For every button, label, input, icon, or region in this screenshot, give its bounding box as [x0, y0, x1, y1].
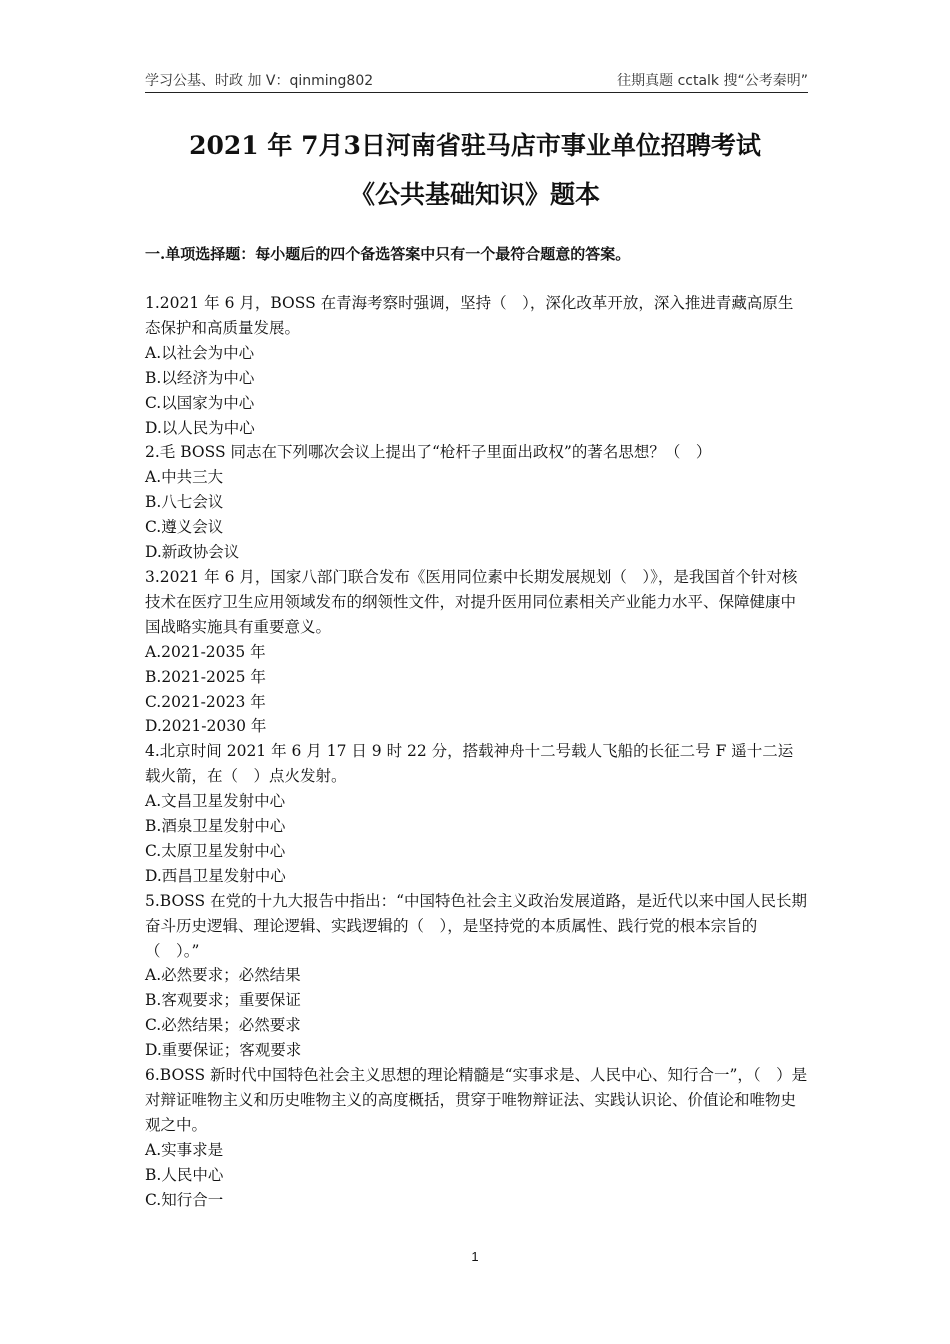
option-d: D.以人民为中心: [145, 418, 255, 437]
option-a: A.以社会为中心: [145, 343, 255, 362]
option-a: A.文昌卫星发射中心: [145, 792, 286, 811]
question-stem: 2.毛 BOSS 同志在下列哪次会议上提出了“枪杆子里面出政权”的著名思想？（ ）: [145, 443, 712, 462]
question-stem: 1.2021 年 6 月，BOSS 在青海考察时强调，坚持（ ），深化改革开放，深入推进青藏高原生态保护和高质量发展。: [145, 294, 794, 337]
option-b: B.客观要求；重要保证: [145, 991, 301, 1010]
option-c: C.2021-2023 年: [145, 692, 266, 711]
option-b: B.酒泉卫星发射中心: [145, 817, 286, 836]
document-title: 2021 年 7月3日河南省驻马店市事业单位招聘考试: [189, 131, 761, 160]
option-c: C.必然结果；必然要求: [145, 1016, 301, 1035]
option-a: A.2021-2035 年: [145, 642, 266, 661]
question-list: [145, 291, 808, 1213]
option-d: D.新政协会议: [145, 543, 240, 562]
option-a: A.必然要求；必然结果: [145, 966, 301, 985]
question-stem: 4.北京时间 2021 年 6 月 17 日 9 时 22 分，搭载神舟十二号载人飞船的长征二号 F 遥十二运载火箭，在（ ）点火发射。: [145, 742, 794, 786]
option-b: B.2021-2025 年: [145, 667, 266, 686]
question-3: [145, 565, 808, 739]
question-5: [145, 889, 808, 1063]
header-right-text: 往期真题 cctalk 搜“公考秦明”: [617, 73, 808, 89]
option-a: A.实事求是: [145, 1140, 224, 1159]
question-stem: 5.BOSS 在党的十九大报告中指出：“中国特色社会主义政治发展道路，是近代以来中国人民长期奋斗历史逻辑、理论逻辑、实践逻辑的（ ），是坚持党的本质属性、践行党的根本宗旨的（ ）。”: [145, 891, 807, 960]
option-b: B.人民中心: [145, 1165, 224, 1184]
option-d: D.2021-2030 年: [145, 717, 267, 736]
option-c: C.知行合一: [145, 1190, 224, 1209]
question-1: [145, 291, 808, 440]
option-b: B.以经济为中心: [145, 368, 255, 387]
question-stem: 6.BOSS 新时代中国特色社会主义思想的理论精髓是“实事求是、人民中心、知行合一”，（ ）是对辩证唯物主义和历史唯物主义的高度概括，贯穿于唯物辩证法、实践认识论、价值论和唯物史观之中。: [145, 1066, 808, 1134]
section-heading: 一.单项选择题：每小题后的四个备选答案中只有一个最符合题意的答案。: [145, 245, 631, 263]
question-2: [145, 440, 808, 565]
option-b: B.八七会议: [145, 493, 224, 512]
question-4: [145, 739, 808, 888]
option-d: D.重要保证；客观要求: [145, 1041, 302, 1060]
question-6: [145, 1063, 808, 1212]
page-number: 1: [471, 1249, 479, 1264]
page-header: [145, 66, 808, 93]
header-left-text: 学习公基、时政 加 V：qinming802: [145, 73, 374, 89]
option-d: D.西昌卫星发射中心: [145, 866, 286, 885]
option-c: C.遵义会议: [145, 518, 224, 537]
option-a: A.中共三大: [145, 468, 224, 487]
question-stem: 3.2021 年 6 月，国家八部门联合发布《医用同位素中长期发展规划（ ）》，是我国首个针对核技术在医疗卫生应用领域发布的纲领性文件，对提升医用同位素相关产业能力水平、保障健康中国战略实施具有重要意义。: [145, 567, 798, 636]
option-c: C.以国家为中心: [145, 393, 255, 412]
document-subtitle: 《公共基础知识》题本: [349, 180, 600, 209]
option-c: C.太原卫星发射中心: [145, 841, 286, 860]
